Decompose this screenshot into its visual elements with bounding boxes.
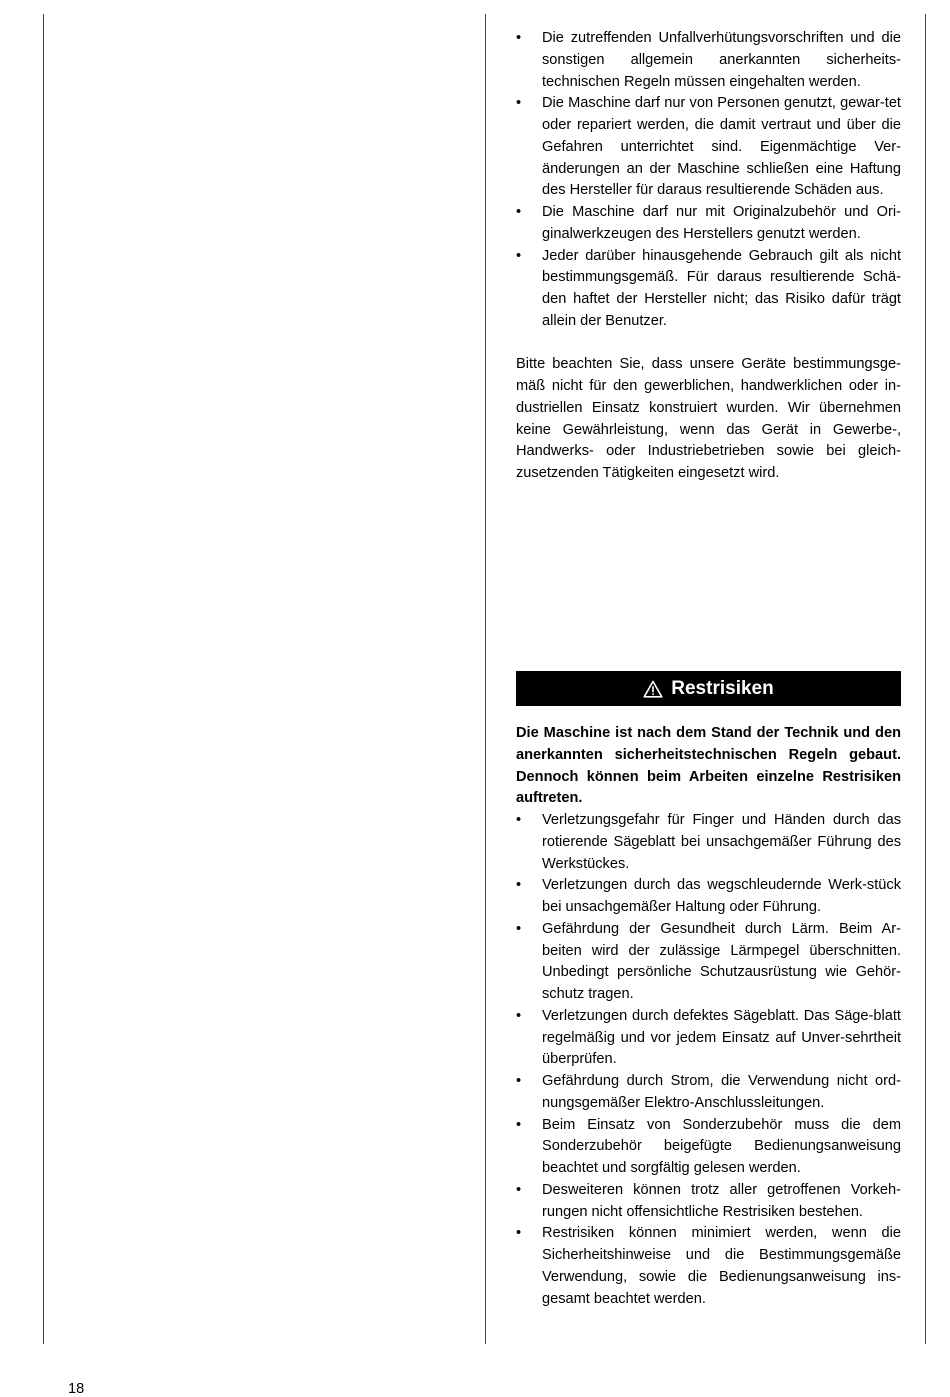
list-item: • Jeder darüber hinausgehende Gebrauch gilt als nicht bestimmungsgemäß. Für daraus resultierende Schä-den haftet der Hersteller nicht; das Risiko dafür trägt allein der Benutzer. [516, 246, 901, 333]
warning-triangle-icon [643, 680, 663, 698]
list-item: • Die Maschine darf nur mit Originalzubehör und Ori-ginalwerkzeugen des Herstellers genutzt werden. [516, 202, 901, 246]
section-intro: Die Maschine ist nach dem Stand der Technik und den anerkannten sicherheitstechnischen Regeln gebaut. Dennoch können beim Arbeiten einzelne Restrisiken auftreten. [516, 725, 901, 807]
list-item: • Die Maschine darf nur von Personen genutzt, gewar-tet oder repariert werden, die damit vertraut und über die Gefahren unterrichtet sind. Eigenmächtige Ver-änderungen an der Maschine schließen eine Haftung des Hersteller für daraus resultierende Schäden aus. [516, 93, 901, 202]
page-number: 18 [68, 1381, 85, 1397]
left-margin-rule [43, 14, 44, 1344]
list-item: • Desweiteren können trotz aller getroffenen Vorkeh-rungen nicht offensichtliche Restrisiken bestehen. [516, 1180, 901, 1224]
right-margin-rule [925, 14, 926, 1344]
list-item: • Verletzungsgefahr für Finger und Händen durch das rotierende Sägeblatt bei unsachgemäßer Führung des Werkstückes. [516, 810, 901, 875]
section-heading-restrisiken [516, 671, 901, 706]
list-item: • Gefährdung durch Strom, die Verwendung nicht ord-nungsgemäßer Elektro-Anschlussleitungen. [516, 1071, 901, 1115]
top-text-block [516, 28, 901, 485]
restrisiken-block [516, 723, 901, 1310]
list-item: • Die zutreffenden Unfallverhütungsvorschriften und die sonstigen allgemein anerkannten sicherheits-technischen Regeln müssen eingehalten werden. [516, 28, 901, 93]
column-divider-rule [485, 14, 486, 1344]
usage-bullet-list [516, 28, 901, 333]
list-item: • Verletzungen durch defektes Sägeblatt. Das Säge-blatt regelmäßig und vor jedem Einsatz auf Unver-sehrtheit überprüfen. [516, 1006, 901, 1071]
risk-bullet-list [516, 810, 901, 1310]
list-item: • Beim Einsatz von Sonderzubehör muss die dem Sonderzubehör beigefügte Bedienungsanweisung beachtet und sorgfältig gelesen werden. [516, 1115, 901, 1180]
list-item: • Verletzungen durch das wegschleudernde Werk-stück bei unsachgemäßer Haltung oder Führung. [516, 875, 901, 919]
notice-paragraph: Bitte beachten Sie, dass unsere Geräte bestimmungsge-mäß nicht für den gewerblichen, handwerklichen oder in-dustriellen Einsatz konstruiert wurden. Wir übernehmen keine Gewährleistung, wenn das Gerät in Gewerbe-, Handwerks- oder Industriebetrieben sowie bei gleich-zusetzenden Tätigkeiten eingesetzt wird. [516, 356, 901, 481]
list-item: • Gefährdung der Gesundheit durch Lärm. Beim Ar-beiten wird der zulässige Lärmpegel überschnitten. Unbedingt persönliche Schutzausrüstung wie Gehör-schutz tragen. [516, 919, 901, 1006]
list-item: • Restrisiken können minimiert werden, wenn die Sicherheitshinweise und die Bestimmungsgemäße Verwendung, sowie die Bedienungsanweisung ins-gesamt beachtet werden. [516, 1223, 901, 1310]
section-title: Restrisiken [671, 677, 774, 699]
